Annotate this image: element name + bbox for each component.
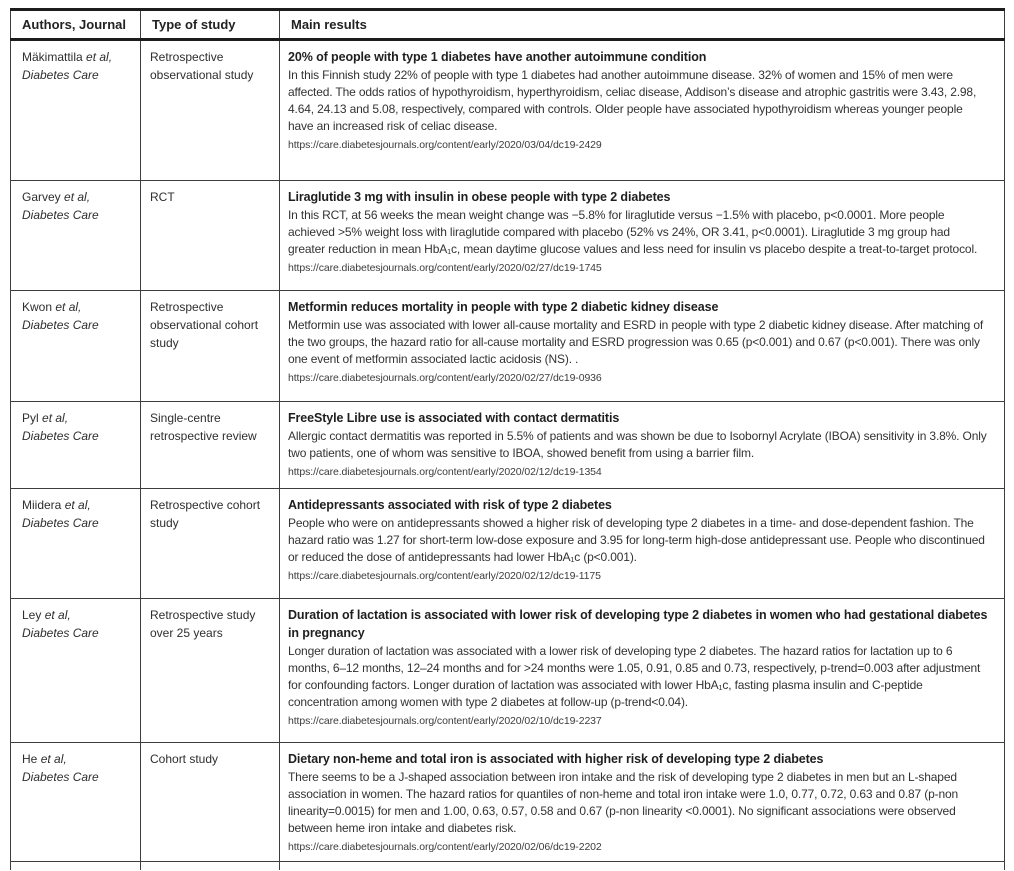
result-url-text: https://care.diabetesjournals.org/content/early/2020/02/06/dc19-2202 — [288, 841, 602, 853]
table-row — [11, 181, 1005, 291]
result-summary-text: In this Finnish study 22% of people with type 1 diabetes had another autoimmune disease. 32% of women and 15% of men were affected. The odds ratios of hypothyroidism, hyperthyroidism, celiac disease, Addison’s disease and atrophic gastritis were 3.43, 2.98, 4.64, 24.13 and 5.08, respectively, compared with controls. Older people have associated hypothyroidism whereas younger people have an increased risk of celiac disease. — [288, 68, 977, 133]
et-al-label: et al, — [42, 411, 69, 425]
study-type-cell: Single-centre retrospective review — [141, 402, 280, 489]
result-summary-text: In this RCT, at 56 weeks the mean weight change was −5.8% for liraglutide versus −1.5% with placebo, p<0.0001. More people achieved >5% weight loss with liraglutide compared with placebo (52% vs 24%, OR 3.41, p<0.0001). Liraglutide 3 mg group had greater reduction in mean HbA₁c, mean daytime glucose values and less need for insulin vs placebo despite a treat-to-target protocol. — [288, 208, 978, 256]
author-name: He — [22, 752, 38, 766]
table-row-cutoff — [11, 862, 1005, 870]
result-summary-text: There seems to be a J-shaped association between iron intake and the risk of developing type 2 diabetes in men but an L-shaped association in women. The hazard ratios for quantiles of non-heme and total iron intake were 1.0, 0.77, 0.72, 0.63 and 0.87 (p-non linearity=0.0015) for men and 1.00, 0.63, 0.57, 0.58 and 0.67 (p-non linearity <0.0001). No significant associations were observed between heme iron intake and diabetes risk. — [288, 770, 959, 835]
authors-journal-cell — [11, 181, 141, 291]
result-url-text: https://care.diabetesjournals.org/content/early/2020/03/04/dc19-2429 — [288, 139, 602, 151]
author-name: Garvey — [22, 190, 61, 204]
et-al-label: et al, — [44, 608, 71, 622]
col-header-main-results: Main results — [280, 10, 1005, 40]
table-row — [11, 599, 1005, 743]
et-al-label: et al, — [64, 190, 91, 204]
result-title: Liraglutide 3 mg with insulin in obese people with type 2 diabetes — [288, 190, 671, 204]
result-title: FreeStyle Libre use is associated with contact dermatitis — [288, 411, 620, 425]
result-summary-text: Longer duration of lactation was associated with a lower risk of developing type 2 diabetes. The hazard ratios for lactation up to 6 months, 6–12 months, 12–24 months and for >24 months were 1.05, 0.91, 0.85 and 0.73, respectively, p-trend=0.003 after adjustment for confounding factors. Longer duration of lactation was associated with lower HbA₁c, fasting plasma insulin and C-peptide concentration among women with type 2 diabetes at follow-up (p-trend<0.04). — [288, 644, 981, 709]
author-name: Ley — [22, 608, 42, 622]
journal-digest-table-container — [10, 8, 1005, 870]
journal-name: Diabetes Care — [22, 516, 99, 530]
study-type-cell: Retrospective observational cohort study — [141, 291, 280, 402]
result-url-text: https://care.diabetesjournals.org/content/early/2020/02/12/dc19-1354 — [288, 466, 602, 478]
result-summary-text: People who were on antidepressants showed a higher risk of developing type 2 diabetes in a time- and dose-dependent fashion. The hazard ratio was 1.27 for short-term low-dose exposure and 3.95 for long-term high-dose antidepressant use. People who discontinued or reduced the dose of antidepressants had lower HbA₁c (p<0.001). — [288, 516, 985, 564]
table-header-row — [11, 10, 1005, 40]
result-url-text: https://care.diabetesjournals.org/content/early/2020/02/27/dc19-1745 — [288, 262, 602, 274]
result-title: 20% of people with type 1 diabetes have another autoimmune condition — [288, 50, 707, 64]
study-type-cell: RCT — [141, 181, 280, 291]
table-row — [11, 291, 1005, 402]
study-type-cell: Retrospective observational study — [141, 40, 280, 181]
author-name: Mäkimattila — [22, 50, 83, 64]
results-table — [10, 8, 1005, 870]
result-url-text: https://care.diabetesjournals.org/content/early/2020/02/10/dc19-2237 — [288, 715, 602, 727]
table-row — [11, 40, 1005, 181]
results-table-body — [11, 40, 1005, 862]
journal-name: Diabetes Care — [22, 318, 99, 332]
main-results-cell — [280, 489, 1005, 599]
et-al-label: et al, — [40, 752, 67, 766]
main-results-cell — [280, 599, 1005, 743]
et-al-label: et al, — [55, 300, 82, 314]
result-url-text: https://care.diabetesjournals.org/content/early/2020/02/12/dc19-1175 — [288, 570, 601, 582]
result-summary-text: Metformin use was associated with lower all-cause mortality and ESRD in people with type 2 diabetic kidney disease. After matching of the two groups, the hazard ratio for all-cause mortality and ESRD progression was 0.65 (p<0.001) and 0.67 (p<0.001). There was only one event of metformin associated lactic acidosis (NS). . — [288, 318, 984, 366]
study-type-cell: Cohort study — [141, 743, 280, 862]
result-title: Duration of lactation is associated with lower risk of developing type 2 diabetes in women who had gestational diabetes in pregnancy — [288, 608, 988, 640]
result-title: Metformin reduces mortality in people with type 2 diabetic kidney disease — [288, 300, 719, 314]
main-results-cell — [280, 181, 1005, 291]
journal-name: Diabetes Care — [22, 770, 99, 784]
et-al-label: et al, — [86, 50, 113, 64]
authors-journal-cell — [11, 291, 141, 402]
author-name: Pyl — [22, 411, 39, 425]
authors-journal-cell — [11, 489, 141, 599]
authors-journal-cell — [11, 743, 141, 862]
result-summary-text: Allergic contact dermatitis was reported in 5.5% of patients and was shown be due to Isobornyl Acrylate (IBOA) sensitivity in 3.8%. Only two patients, one of whom was sensitive to IBOA, showed benefit from using a barrier film. — [288, 429, 987, 460]
authors-journal-cell — [11, 402, 141, 489]
authors-journal-cell — [11, 40, 141, 181]
journal-name: Diabetes Care — [22, 68, 99, 82]
main-results-cell — [280, 40, 1005, 181]
result-url-text: https://care.diabetesjournals.org/content/early/2020/02/27/dc19-0936 — [288, 372, 602, 384]
author-name: Kwon — [22, 300, 53, 314]
author-name: Miidera — [22, 498, 62, 512]
main-results-cell — [280, 402, 1005, 489]
journal-name: Diabetes Care — [22, 429, 99, 443]
main-results-cell — [280, 291, 1005, 402]
col-header-type-of-study: Type of study — [141, 10, 280, 40]
table-row — [11, 489, 1005, 599]
table-row — [11, 402, 1005, 489]
authors-journal-cell — [11, 599, 141, 743]
result-title: Dietary non-heme and total iron is associated with higher risk of developing type 2 diabetes — [288, 752, 824, 766]
result-title: Antidepressants associated with risk of type 2 diabetes — [288, 498, 612, 512]
study-type-cell: Retrospective cohort study — [141, 489, 280, 599]
col-header-authors-journal: Authors, Journal — [11, 10, 141, 40]
table-row — [11, 743, 1005, 862]
journal-name: Diabetes Care — [22, 208, 99, 222]
main-results-cell — [280, 743, 1005, 862]
et-al-label: et al, — [64, 498, 91, 512]
cutoff-row-stub — [11, 862, 1005, 870]
study-type-cell: Retrospective study over 25 years — [141, 599, 280, 743]
journal-name: Diabetes Care — [22, 626, 99, 640]
